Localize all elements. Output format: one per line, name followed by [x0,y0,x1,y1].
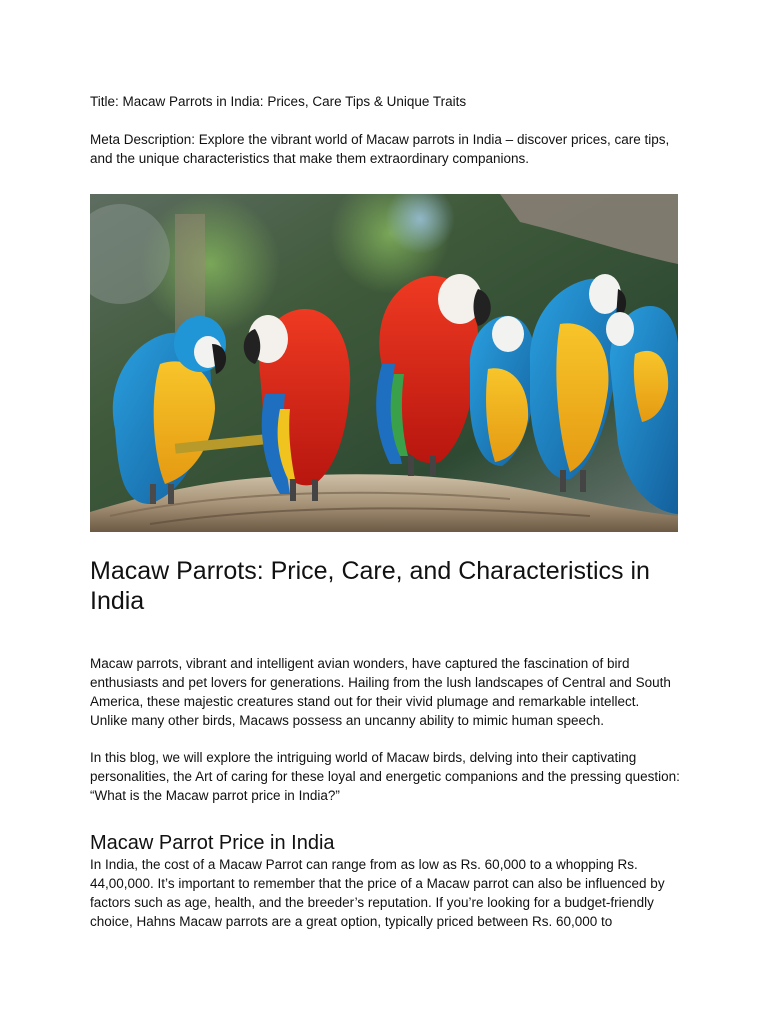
macaw-photo [90,194,678,532]
meta-description: Meta Description: Explore the vibrant world of Macaw parrots in India – discover prices, care tips, and the unique characteristics that make them extraordinary companions. [90,132,670,166]
title-line: Title: Macaw Parrots in India: Prices, Care Tips & Unique Traits [90,94,467,109]
price-paragraph: In India, the cost of a Macaw Parrot can range from as low as Rs. 60,000 to a whopping Rs. 44,00,000. It’s important to remember that the price of a Macaw parrot can also be influenced by factors such as age, health, and the breeder’s reputation. If you’re looking for a budget-friendly choice, Hahns Macaw parrots are a great option, typically priced between Rs. 60,000 to [90,857,665,929]
hero-image [90,194,678,532]
blog-overview-paragraph: In this blog, we will explore the intriguing world of Macaw birds, delving into their captivating personalities, the Art of caring for these loyal and energetic companions and the pressing question: “What is the Macaw parrot price in India?” [90,750,680,803]
price-section-heading: Macaw Parrot Price in India [90,832,335,854]
article-heading: Macaw Parrots: Price, Care, and Characteristics in India [90,557,650,615]
intro-paragraph: Macaw parrots, vibrant and intelligent avian wonders, have captured the fascination of bird enthusiasts and pet lovers for generations. Hailing from the lush landscapes of Central and South America, these majestic creatures stand out for their vivid plumage and remarkable intellect. Unlike many other birds, Macaws possess an uncanny ability to mimic human speech. [90,656,671,728]
